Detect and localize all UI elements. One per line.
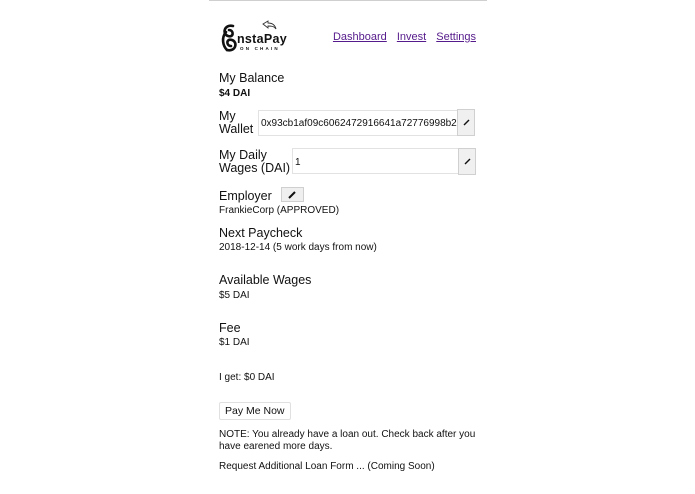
employer-label: Employer [219, 189, 272, 203]
instapay-logo[interactable] [220, 20, 286, 54]
edit-wages-button[interactable] [458, 148, 476, 175]
daily-wages-input[interactable]: 1 [292, 148, 459, 174]
available-wages-value: $5 DAI [219, 290, 250, 301]
loan-note: NOTE: You already have a loan out. Check back after you have earened more days. [219, 429, 476, 452]
employer-value: FrankieCorp (APPROVED) [219, 205, 340, 216]
top-divider [209, 0, 487, 1]
balance-label: My Balance [219, 71, 285, 85]
pencil-icon [288, 190, 297, 199]
wallet-label-line2: Wallet [219, 122, 254, 136]
page-container [209, 0, 487, 494]
pencil-icon [464, 158, 471, 165]
wallet-label-line1: My [219, 109, 236, 123]
wages-label-line2: Wages (DAI) [219, 161, 291, 175]
nav-invest-link[interactable]: Invest [396, 31, 427, 43]
i-get-text: I get: $0 DAI [219, 372, 275, 383]
fee-label: Fee [219, 321, 241, 335]
return-arrow-icon [262, 20, 278, 30]
request-loan-text: Request Additional Loan Form ... (Coming Soon) [219, 461, 435, 472]
nav-settings-link[interactable]: Settings [436, 31, 476, 43]
wallet-address-field[interactable]: 0x93cb1af09c6062472916641a72776998b2 [258, 110, 458, 136]
edit-wallet-button[interactable] [457, 109, 475, 136]
wallet-label [219, 110, 253, 136]
wages-label [219, 149, 290, 175]
nav-dashboard-link[interactable]: Dashboard [332, 31, 387, 43]
available-wages-label: Available Wages [219, 273, 312, 287]
pay-me-now-button[interactable]: Pay Me Now [219, 402, 291, 420]
top-nav [326, 31, 476, 43]
pencil-icon [463, 119, 470, 126]
next-paycheck-value: 2018-12-14 (5 work days from now) [219, 242, 377, 253]
wages-label-line1: My Daily [219, 148, 267, 162]
edit-employer-button[interactable] [281, 187, 304, 202]
logo-brand-text: nstaPay [237, 32, 288, 46]
balance-value: $4 DAI [219, 88, 251, 99]
fee-value: $1 DAI [219, 337, 250, 348]
logo-tagline: ON CHAIN [240, 46, 280, 51]
next-paycheck-label: Next Paycheck [219, 226, 303, 240]
